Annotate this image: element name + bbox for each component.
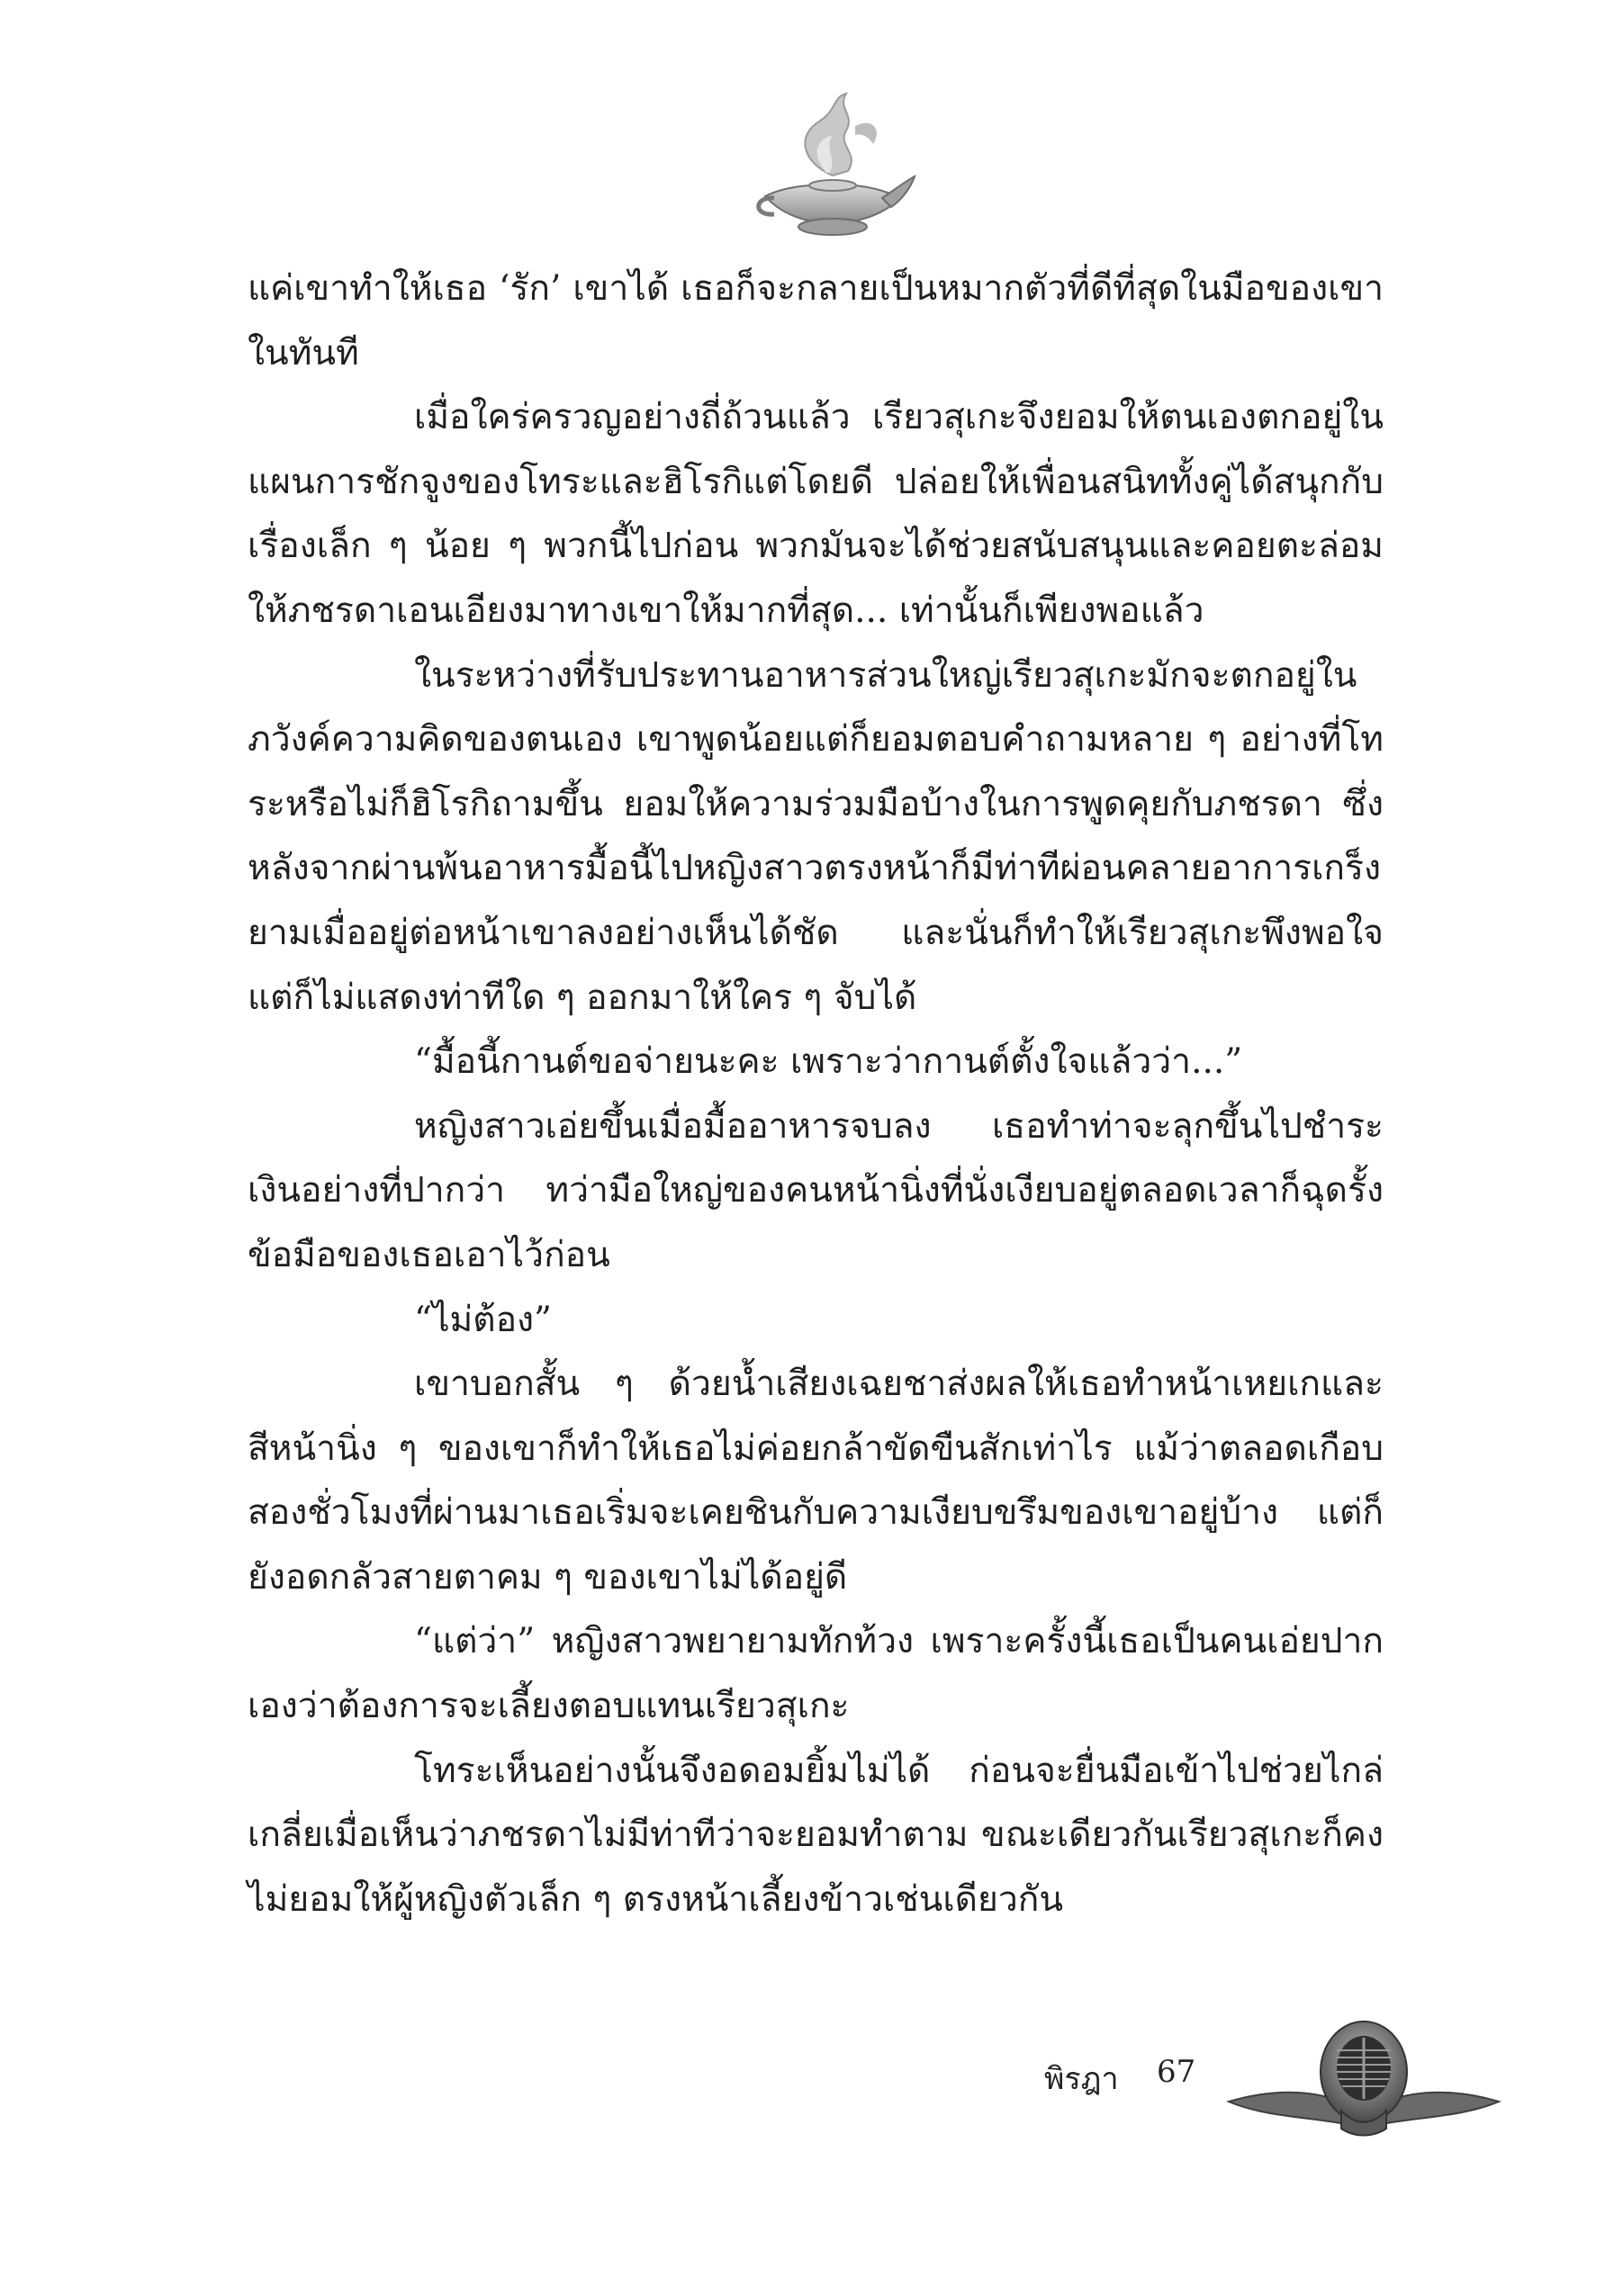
page-footer: [963, 2016, 1557, 2160]
paragraph: “ไม่ต้อง”: [414, 1299, 552, 1340]
page-number: 67: [1157, 2054, 1196, 2090]
paragraph: ในระหว่างที่รับประทานอาหารส่วนใหญ่เรียวสุเกะมักจะตกอยู่ในภวังค์ความคิดของตนเอง เขาพูดน้อยแต่ก็ยอมตอบคำถามหลาย ๆ อย่างที่โทระหรือไม่ก็ฮิโรกิถามขึ้น ยอมให้ความร่วมมือบ้างในการพูดคุยกับภชรดา ซึ่งหลังจากผ่านพ้นอาหารมื้อนี้ไปหญิงสาวตรงหน้าก็มีท่าทีผ่อนคลายอาการเกร็งยามเมื่ออยู่ต่อหน้าเขาลงอย่างเห็นได้ชัด และนั่นก็ทำให้เรียวสุเกะพึงพอใจ แต่ก็ไม่แสดงท่าทีใด ๆ ออกมาให้ใคร ๆ จับได้: [248, 654, 1384, 1018]
paragraph: เขาบอกสั้น ๆ ด้วยน้ำเสียงเฉยชาส่งผลให้เธอทำหน้าเหยเกและสีหน้านิ่ง ๆ ของเขาก็ทำให้เธอไม่ค่อยกล้าขัดขืนสักเท่าไร แม้ว่าตลอดเกือบสองชั่วโมงที่ผ่านมาเธอเริ่มจะเคยชินกับความเงียบขรึมของเขาอยู่บ้าง แต่ก็ยังอดกลัวสายตาคม ๆ ของเขาไม่ได้อยู่ดี: [248, 1364, 1384, 1598]
paragraph: หญิงสาวเอ่ยขึ้นเมื่อมื้ออาหารจบลง เธอทำท่าจะลุกขึ้นไปชำระเงินอย่างที่ปากว่า ทว่ามือใหญ่ของคนหน้านิ่งที่นั่งเงียบอยู่ตลอดเวลาก็ฉุดรั้งข้อมือของเธอเอาไว้ก่อน: [248, 1105, 1384, 1275]
paragraph: โทระเห็นอย่างนั้นจึงอดอมยิ้มไม่ได้ ก่อนจะยื่นมือเข้าไปช่วยไกล่เกลี่ยเมื่อเห็นว่าภชรดาไม่มีท่าทีว่าจะยอมทำตาม ขณะเดียวกันเรียวสุเกะก็คงไม่ยอมให้ผู้หญิงตัวเล็ก ๆ ตรงหน้าเลี้ยงข้าวเช่นเดียวกัน: [248, 1750, 1384, 1920]
body-text: [248, 257, 1384, 1931]
paragraph: แค่เขาทำให้เธอ ‘รัก’ เขาได้ เธอก็จะกลายเป็นหมากตัวที่ดีที่สุดในมือของเขาในทันที: [248, 268, 1384, 374]
paragraph: “แต่ว่า” หญิงสาวพยายามทักท้วง เพราะครั้งนี้เธอเป็นคนเอ่ยปากเองว่าต้องการจะเลี้ยงตอบแทนเรียวสุเกะ: [248, 1621, 1384, 1727]
author-name: พิรฎา: [1044, 2061, 1119, 2097]
paragraph: เมื่อใคร่ครวญอย่างถี่ถ้วนแล้ว เรียวสุเกะจึงยอมให้ตนเองตกอยู่ในแผนการชักจูงของโทระและฮิโรกิแต่โดยดี ปล่อยให้เพื่อนสนิททั้งคู่ได้สนุกกับเรื่องเล็ก ๆ น้อย ๆ พวกนี้ไปก่อน พวกมันจะได้ช่วยสนับสนุนและคอยตะล่อมให้ภชรดาเอนเอียงมาทางเขาให้มากที่สุด... เท่านั้นก็เพียงพอแล้ว: [248, 397, 1384, 631]
kendo-mask-icon: [1220, 2016, 1508, 2142]
paragraph: “มื้อนี้กานต์ขอจ่ายนะคะ เพราะว่ากานต์ตั้งใจแล้วว่า...”: [414, 1041, 1243, 1083]
magic-lamp-icon: [747, 90, 918, 243]
